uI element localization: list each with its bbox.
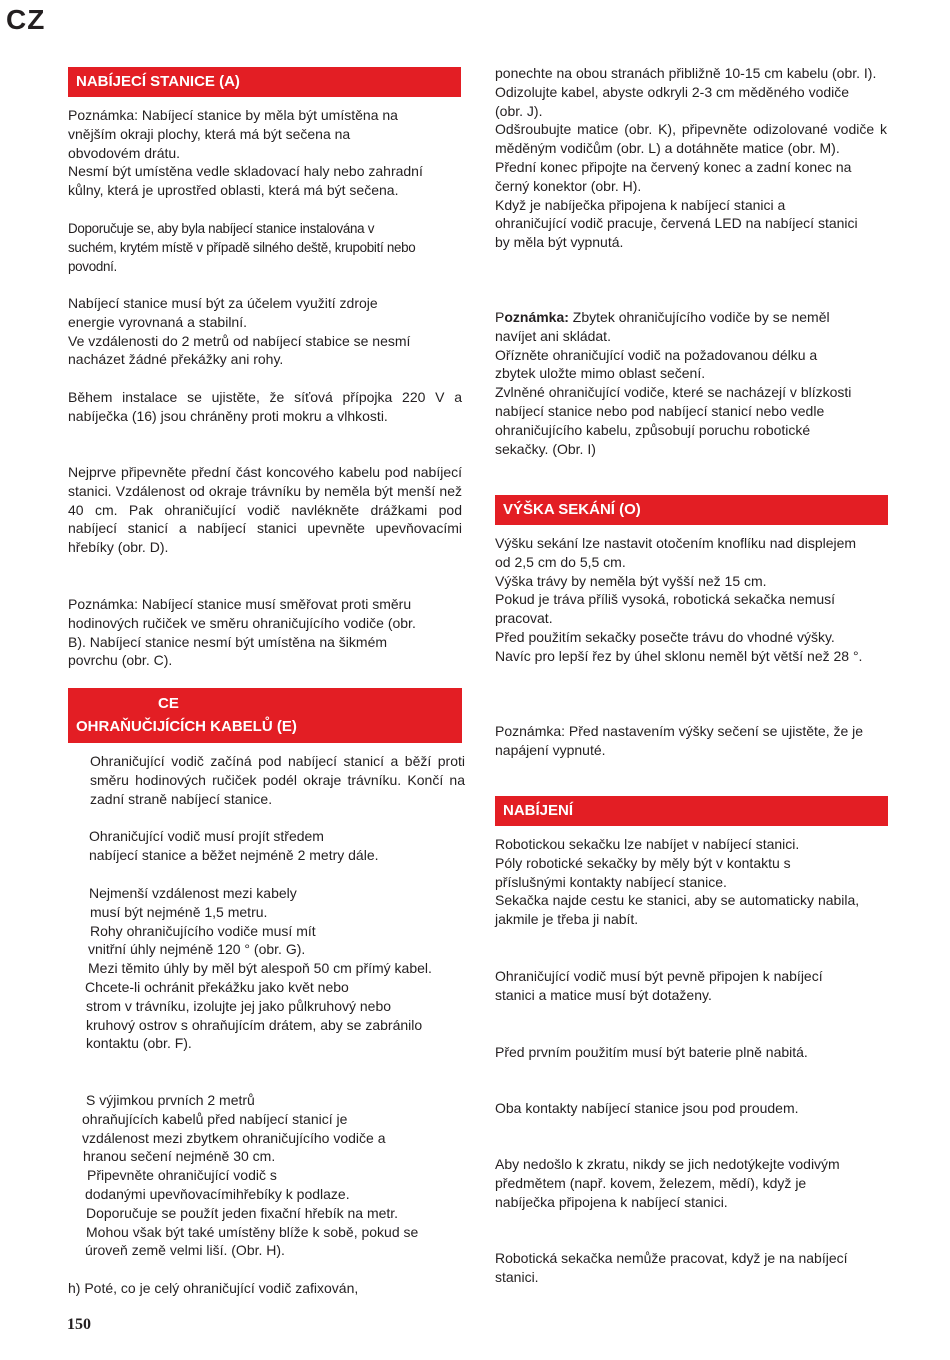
line: Nabíjecí stanice musí být za účelem využití zdroje <box>68 295 378 311</box>
paragraph: Odšroubujte matice (obr. K), připevněte odizolované vodiče k měděným vodičům (obr. L) a dotáhněte matice (obr. M). <box>495 121 887 157</box>
note-text: Zbytek ohraničujícího vodiče by se neměl <box>568 309 830 325</box>
line: suchém, krytém místě v případě silného deště, krupobití nebo <box>68 239 416 255</box>
line: Mohou však být také umístěny blíže k sobě, pokud se <box>86 1223 419 1240</box>
line: h) Poté, co je celý ohraničující vodič zafixován, <box>68 1280 359 1296</box>
line: předmětem (např. kovem, železem, mědí), když je <box>495 1174 807 1191</box>
language-code: CZ <box>6 4 46 35</box>
line: zbytek uložte mimo oblast sečení. <box>495 365 706 382</box>
right-para-10 <box>495 1249 887 1287</box>
line: Pokud je tráva příliš vysoká, robotická sekačka nemusí <box>495 591 836 608</box>
heading-charging-station: NABÍJECÍ STANICE (A) <box>68 67 461 97</box>
right-para-1 <box>495 64 887 252</box>
line: Ve vzdálenosti do 2 metrů od nabíjecí stabice se nesmí <box>68 332 411 349</box>
line: Zvlněné ohraničující vodiče, které se nacházejí v blízkosti <box>495 384 852 401</box>
line: navíjet ani skládat. <box>495 327 611 344</box>
line: Robotickou sekačku lze nabíjet v nabíjecí stanici. <box>495 836 800 852</box>
line: Připevněte ohraničující vodič s <box>87 1167 277 1184</box>
line: pracovat. <box>495 610 553 627</box>
line: energie vyrovnaná a stabilní. <box>68 313 247 330</box>
left-para-10 <box>68 1091 465 1260</box>
line: Nesmí být umístěna vedle skladovací haly nebo zahradní <box>68 163 423 180</box>
line: Doporučuje se, aby byla nabíjecí stanice instalována v <box>68 221 375 236</box>
line: od 2,5 cm do 5,5 cm. <box>495 553 626 570</box>
line: jakmile je třeba ji nabít. <box>495 911 639 928</box>
line: Před prvním použitím musí být baterie plně nabitá. <box>495 1044 808 1060</box>
line: nabíjecí stanice a běžet nejméně 2 metry dále. <box>89 846 379 863</box>
line: (obr. J). <box>495 102 543 119</box>
left-para-5 <box>68 463 462 557</box>
line: stanici a matice musí být dotaženy. <box>495 986 712 1003</box>
line: ohraničující vodič pracuje, červená LED na nabíjecí stanici <box>495 215 858 232</box>
line: napájení vypnuté. <box>495 741 606 758</box>
line: povrchu (obr. C). <box>68 652 173 669</box>
left-para-7 <box>90 752 465 808</box>
note-initial: P <box>495 309 505 325</box>
paragraph: ponechte na obou stranách přibližně 10-15 cm kabelu (obr. I). <box>495 65 877 81</box>
paragraph: Během instalace se ujistěte, že síťová přípojka 220 V a nabíječka (16) jsou chráněny proti mokru a vlhkosti. <box>68 389 462 424</box>
heading-line-2: OHRAŇUČIJÍCÍCH KABELŮ (E) <box>76 718 297 735</box>
heading-cutting-height: VÝŠKA SEKÁNÍ (O) <box>495 495 888 525</box>
line: Před použitím sekačky posečte trávu do vhodné výšky. <box>495 628 835 645</box>
heading-charging: NABÍJENÍ <box>495 796 888 826</box>
line: musí být nejméně 1,5 metru. <box>90 903 268 920</box>
line: kontaktu (obr. F). <box>86 1035 192 1052</box>
paragraph: Ohraničující vodič začíná pod nabíjecí stanicí a běží proti směru hodinových ručiček podél okraje trávníku. Končí na zadní straně nabíjecí stanice. <box>90 753 465 807</box>
line: hodinových ručiček ve směru ohraničujícího vodiče (obr. <box>68 614 416 631</box>
line: kůlny, která je uprostřed oblasti, která má být sečena. <box>68 182 399 199</box>
line: Mezi těmito úhly by měl být alespoň 50 cm přímý kabel. <box>88 960 432 977</box>
right-para-8 <box>495 1099 887 1118</box>
line: kruhový ostrov s ohraňujícím drátem, aby se zabránilo <box>86 1016 423 1033</box>
line: B). Nabíjecí stanice nesmí být umístěna na šikmém <box>68 633 388 650</box>
line: ohraničujícího kabelu, způsobují poruchu robotické <box>495 421 811 438</box>
left-para-9 <box>68 884 465 1053</box>
line: povodní. <box>68 258 117 274</box>
line: by měla být vypnutá. <box>495 234 624 251</box>
line: Poznámka: Před nastavením výšky sečení se ujistěte, že je <box>495 723 864 739</box>
paragraph: Nejprve připevněte přední část koncového kabelu pod nabíjecí stanici. Vzdálenost od okraje trávníku by neměla být menší než 40 cm. Pak ohraničující vodič navlékněte drážkami pod nabíjecí stanicí a nabíjecí stanici upevněte upevňovacími hřebíky (obr. D). <box>68 464 462 556</box>
page-number: 150 <box>67 1316 91 1333</box>
left-para-8 <box>89 827 465 865</box>
line: Výšku sekání lze nastavit otočením knoflíku nad displejem <box>495 535 857 551</box>
line: Ohraničující vodič musí být pevně připojen k nabíjecí <box>495 968 823 984</box>
line: stanici. <box>495 1268 539 1285</box>
left-para-4 <box>68 388 462 426</box>
line: příslušnými kontakty nabíjecí stanice. <box>495 873 727 890</box>
line: sekačky. (Obr. I) <box>495 440 596 457</box>
line: nacházet žádné překážky ani rohy. <box>68 351 284 368</box>
left-para-1 <box>68 106 462 200</box>
right-para-5 <box>495 835 895 929</box>
line: S výjimkou prvních 2 metrů <box>86 1092 255 1108</box>
right-para-7 <box>495 1043 887 1062</box>
line: Doporučuje se použít jeden fixační hřebík na metr. <box>86 1204 399 1221</box>
left-para-3 <box>68 294 462 369</box>
line: strom v trávníku, izolujte jej jako půlkruhový nebo <box>86 997 392 1014</box>
left-para-2 <box>68 220 468 276</box>
line: ohraňujících kabelů před nabíjecí stanicí je <box>82 1110 348 1127</box>
line: Poznámka: Nabíjecí stanice by měla být umístěna na <box>68 107 398 123</box>
line: Ořízněte ohraničující vodič na požadovanou délku a <box>495 346 818 363</box>
line: dodanými upevňovacímihřebíky k podlaze. <box>85 1185 350 1202</box>
line: Rohy ohraničujícího vodiče musí mít <box>90 922 316 939</box>
line: Nejmenší vzdálenost mezi kabely <box>89 885 297 901</box>
heading-line-1: CE <box>158 695 179 712</box>
heading-boundary-cables <box>68 688 462 743</box>
line: Přední konec připojte na červený konec a zadní konec na <box>495 158 852 175</box>
line: Chcete-li ochránit překážku jako květ nebo <box>85 978 349 995</box>
line: Sekačka najde cestu ke stanici, aby se automaticky nabila, <box>495 892 860 909</box>
line: obvodovém drátu. <box>68 144 181 161</box>
line: vzdálenost mezi zbytkem ohraničujícího vodiče a <box>82 1129 386 1146</box>
right-para-4 <box>495 722 887 760</box>
line: Odizolujte kabel, abyste odkryli 2-3 cm měděného vodiče <box>495 83 850 100</box>
right-para-9 <box>495 1155 887 1211</box>
note-line <box>495 308 887 327</box>
line: černý konektor (obr. H). <box>495 177 642 194</box>
line: nabíječka připojena k nabíjecí stanici. <box>495 1193 728 1210</box>
line: Výška trávy by neměla být vyšší než 15 cm. <box>495 572 767 589</box>
left-para-6 <box>68 595 462 670</box>
line: Poznámka: Nabíjecí stanice musí směřovat proti směru <box>68 596 412 612</box>
line: vnějším okraji plochy, která má být sečena na <box>68 125 351 142</box>
line: nabíjecí stanice nebo pod nabíjecí stanicí nebo vedle <box>495 402 825 419</box>
right-para-3 <box>495 534 895 666</box>
right-para-6 <box>495 967 887 1005</box>
left-para-11 <box>68 1279 465 1298</box>
line: Póly robotické sekačky by měly být v kontaktu s <box>495 854 791 871</box>
note-label: oznámka: <box>504 309 569 325</box>
right-para-2 <box>495 308 887 458</box>
line: vnitřní úhly nejméně 120 ° (obr. G). <box>88 941 306 958</box>
line: Ohraničující vodič musí projít středem <box>89 828 324 844</box>
line: hranou sečení nejméně 30 cm. <box>83 1148 276 1165</box>
line: Aby nedošlo k zkratu, nikdy se jich nedotýkejte vodivým <box>495 1156 840 1172</box>
line: Navíc pro lepší řez by úhel sklonu neměl být větší než 28 °. <box>495 647 863 664</box>
line: Když je nabíječka připojena k nabíjecí stanici a <box>495 196 786 213</box>
line: úroveň země velmi liší. (Obr. H). <box>85 1242 285 1259</box>
line: Oba kontakty nabíjecí stanice jsou pod proudem. <box>495 1100 799 1116</box>
line: Robotická sekačka nemůže pracovat, když je na nabíjecí <box>495 1250 848 1266</box>
